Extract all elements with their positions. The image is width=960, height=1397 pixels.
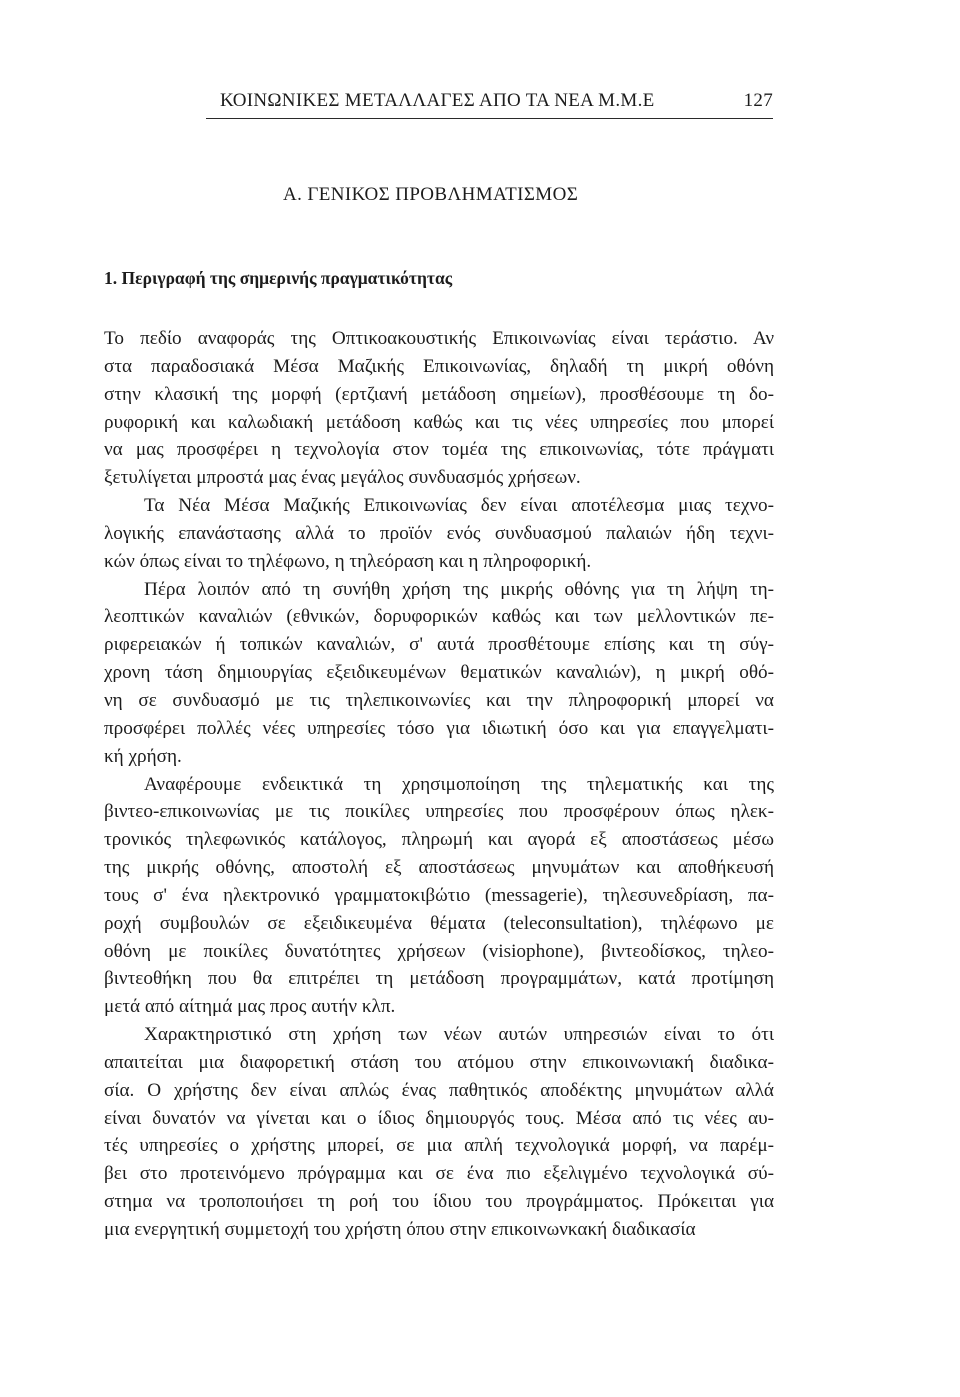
text-line: να μας προσφέρει η τεχνολογία στον τομέα της επικοινωνίας, τότε πράγματι (104, 439, 774, 461)
text-line: Αναφέρουμε ενδεικτικά τη χρησιμοποίηση της τηλεματικής και της (144, 773, 774, 795)
text-line: μια ενεργητική συμμετοχή του χρήστη όπου στην επικοινωνκακή διαδικασία (104, 1219, 696, 1240)
text-line: κή χρήση. (104, 745, 182, 767)
text-line: Χαρακτηριστικό στη χρήση των νέων αυτών υπηρεσιών είναι το ότι (144, 1024, 774, 1046)
text-line: τους σ' ένα ηλεκτρονικό γραμματοκιβώτιο (messagerie), τηλεσυνεδρίαση, πα- (104, 884, 774, 906)
subsection-heading: 1. Περιγραφή της σημερινής πραγματικότητας (104, 268, 453, 288)
text-line: της μικρής οθόνης, αποστολή εξ αποστάσεως μηνυμάτων και αποθήκευσή (104, 857, 774, 879)
body-text (104, 325, 774, 1244)
text-line: ριφερειακών ή τοπικών καναλιών, σ' αυτά προσθέτουμε επίσης και τη σύγ- (104, 634, 774, 656)
text-line: βει στο προτεινόμενο πρόγραμμα και σε ένα πιο εξελιγμένο τεχνολογικά σύ- (104, 1163, 774, 1185)
text-line: οθόνη με ποικίλες δυνατότητες χρήσεων (visiophone), βιντεοδίσκος, τηλεο- (104, 940, 774, 962)
text-line: Πέρα λοιπόν από τη συνήθη χρήση της μικρής οθόνης για τη λήψη τη- (144, 578, 774, 600)
text-line: τρονικός τηλεφωνικός κατάλογος, πληρωμή και αγορά εξ αποστάσεως μέσω (104, 829, 774, 851)
text-line: Το πεδίο αναφοράς της Οπτικοακουστικής Επικοινωνίας είναι τεράστιο. Αν (104, 328, 774, 349)
section-heading: Α. ΓΕΝΙΚΟΣ ΠΡΟΒΛΗΜΑΤΙΣΜΟΣ (283, 184, 579, 205)
text-line: λεοπτικών καναλιών (εθνικών, δορυφορικών καθώς και των μελλοντικών πε- (104, 606, 774, 628)
text-line: τές υπηρεσίες ο χρήστης μπορεί, σε μια απλή τεχνολογικά μορφή, να παρέμ- (104, 1135, 774, 1157)
text-line: ροχή συμβουλών σε εξειδικευμένα θέματα (teleconsultation), τηλέφωνο με (104, 912, 774, 934)
text-line: ξετυλίγεται μπροστά μας ένας μεγάλος συνδυασμός χρήσεων. (104, 467, 581, 489)
running-header (206, 88, 773, 119)
text-line: νη σε συνδυασμό με τις τηλεπικοινωνίες και την πληροφορική μπορεί να (104, 689, 774, 711)
text-line: βιντεο-επικοινωνίας με τις ποικίλες υπηρεσίες που προσφέρουν όπως ηλεκ- (104, 801, 774, 823)
text-line: μετά από αίτημά μας προς αυτήν κλπ. (104, 996, 396, 1018)
text-line: σία. Ο χρήστης δεν είναι απλώς ένας παθητικός αποδέκτης μηνυμάτων αλλά (104, 1079, 774, 1101)
text-line: απαιτείται μια διαφορετική στάση του ατόμου στην επικοινωνιακή διαδικα- (104, 1051, 774, 1073)
running-title: ΚΟΙΝΩΝΙΚΕΣ ΜΕΤΑΛΛΑΓΕΣ ΑΠΟ ΤΑ ΝΕΑ Μ.Μ.Ε (220, 90, 655, 111)
page-number: 127 (743, 90, 773, 111)
text-line: στημα να τροποποιήσει τη ροή του ίδιου του προγράμματος. Πρόκειται για (104, 1191, 774, 1213)
text-line: προσφέρει πολλές νέες υπηρεσίες τόσο για ιδιωτική όσο και για επαγγελματι- (104, 717, 774, 739)
text-line: Τα Νέα Μέσα Μαζικής Επικοινωνίας δεν είναι αποτέλεσμα μιας τεχνο- (144, 495, 774, 517)
text-line: στα παραδοσιακά Μέσα Μαζικής Επικοινωνίας, δηλαδή τη μικρή οθόνη (104, 355, 774, 377)
text-line: χρονη τάση δημιουργίας εξειδικευμένων θεματικών καναλιών), η μικρή οθό- (104, 662, 774, 684)
text-line: βιντεοθήκη που θα επιτρέπει τη μετάδοση προγραμμάτων, κατά προτίμηση (104, 968, 774, 990)
text-line: ρυφορική και καλωδιακή μετάδοση καθώς και τις νέες υπηρεσίες που μπορεί (104, 411, 774, 433)
text-line: στην κλασική της μορφή (ερτζιανή μετάδοση σημείων), προσθέσουμε τη δο- (104, 383, 774, 405)
text-line: είναι δυνατόν να γίνεται και ο ίδιος δημιουργός τους. Μέσα από τις νέες αυ- (104, 1107, 774, 1129)
text-line: λογικής επανάστασης αλλά το προϊόν ενός συνδυασμού παλαιών ήδη τεχνι- (104, 522, 774, 544)
text-line: κών όπως είναι το τηλέφωνο, η τηλεόραση και η πληροφορική. (104, 550, 592, 572)
